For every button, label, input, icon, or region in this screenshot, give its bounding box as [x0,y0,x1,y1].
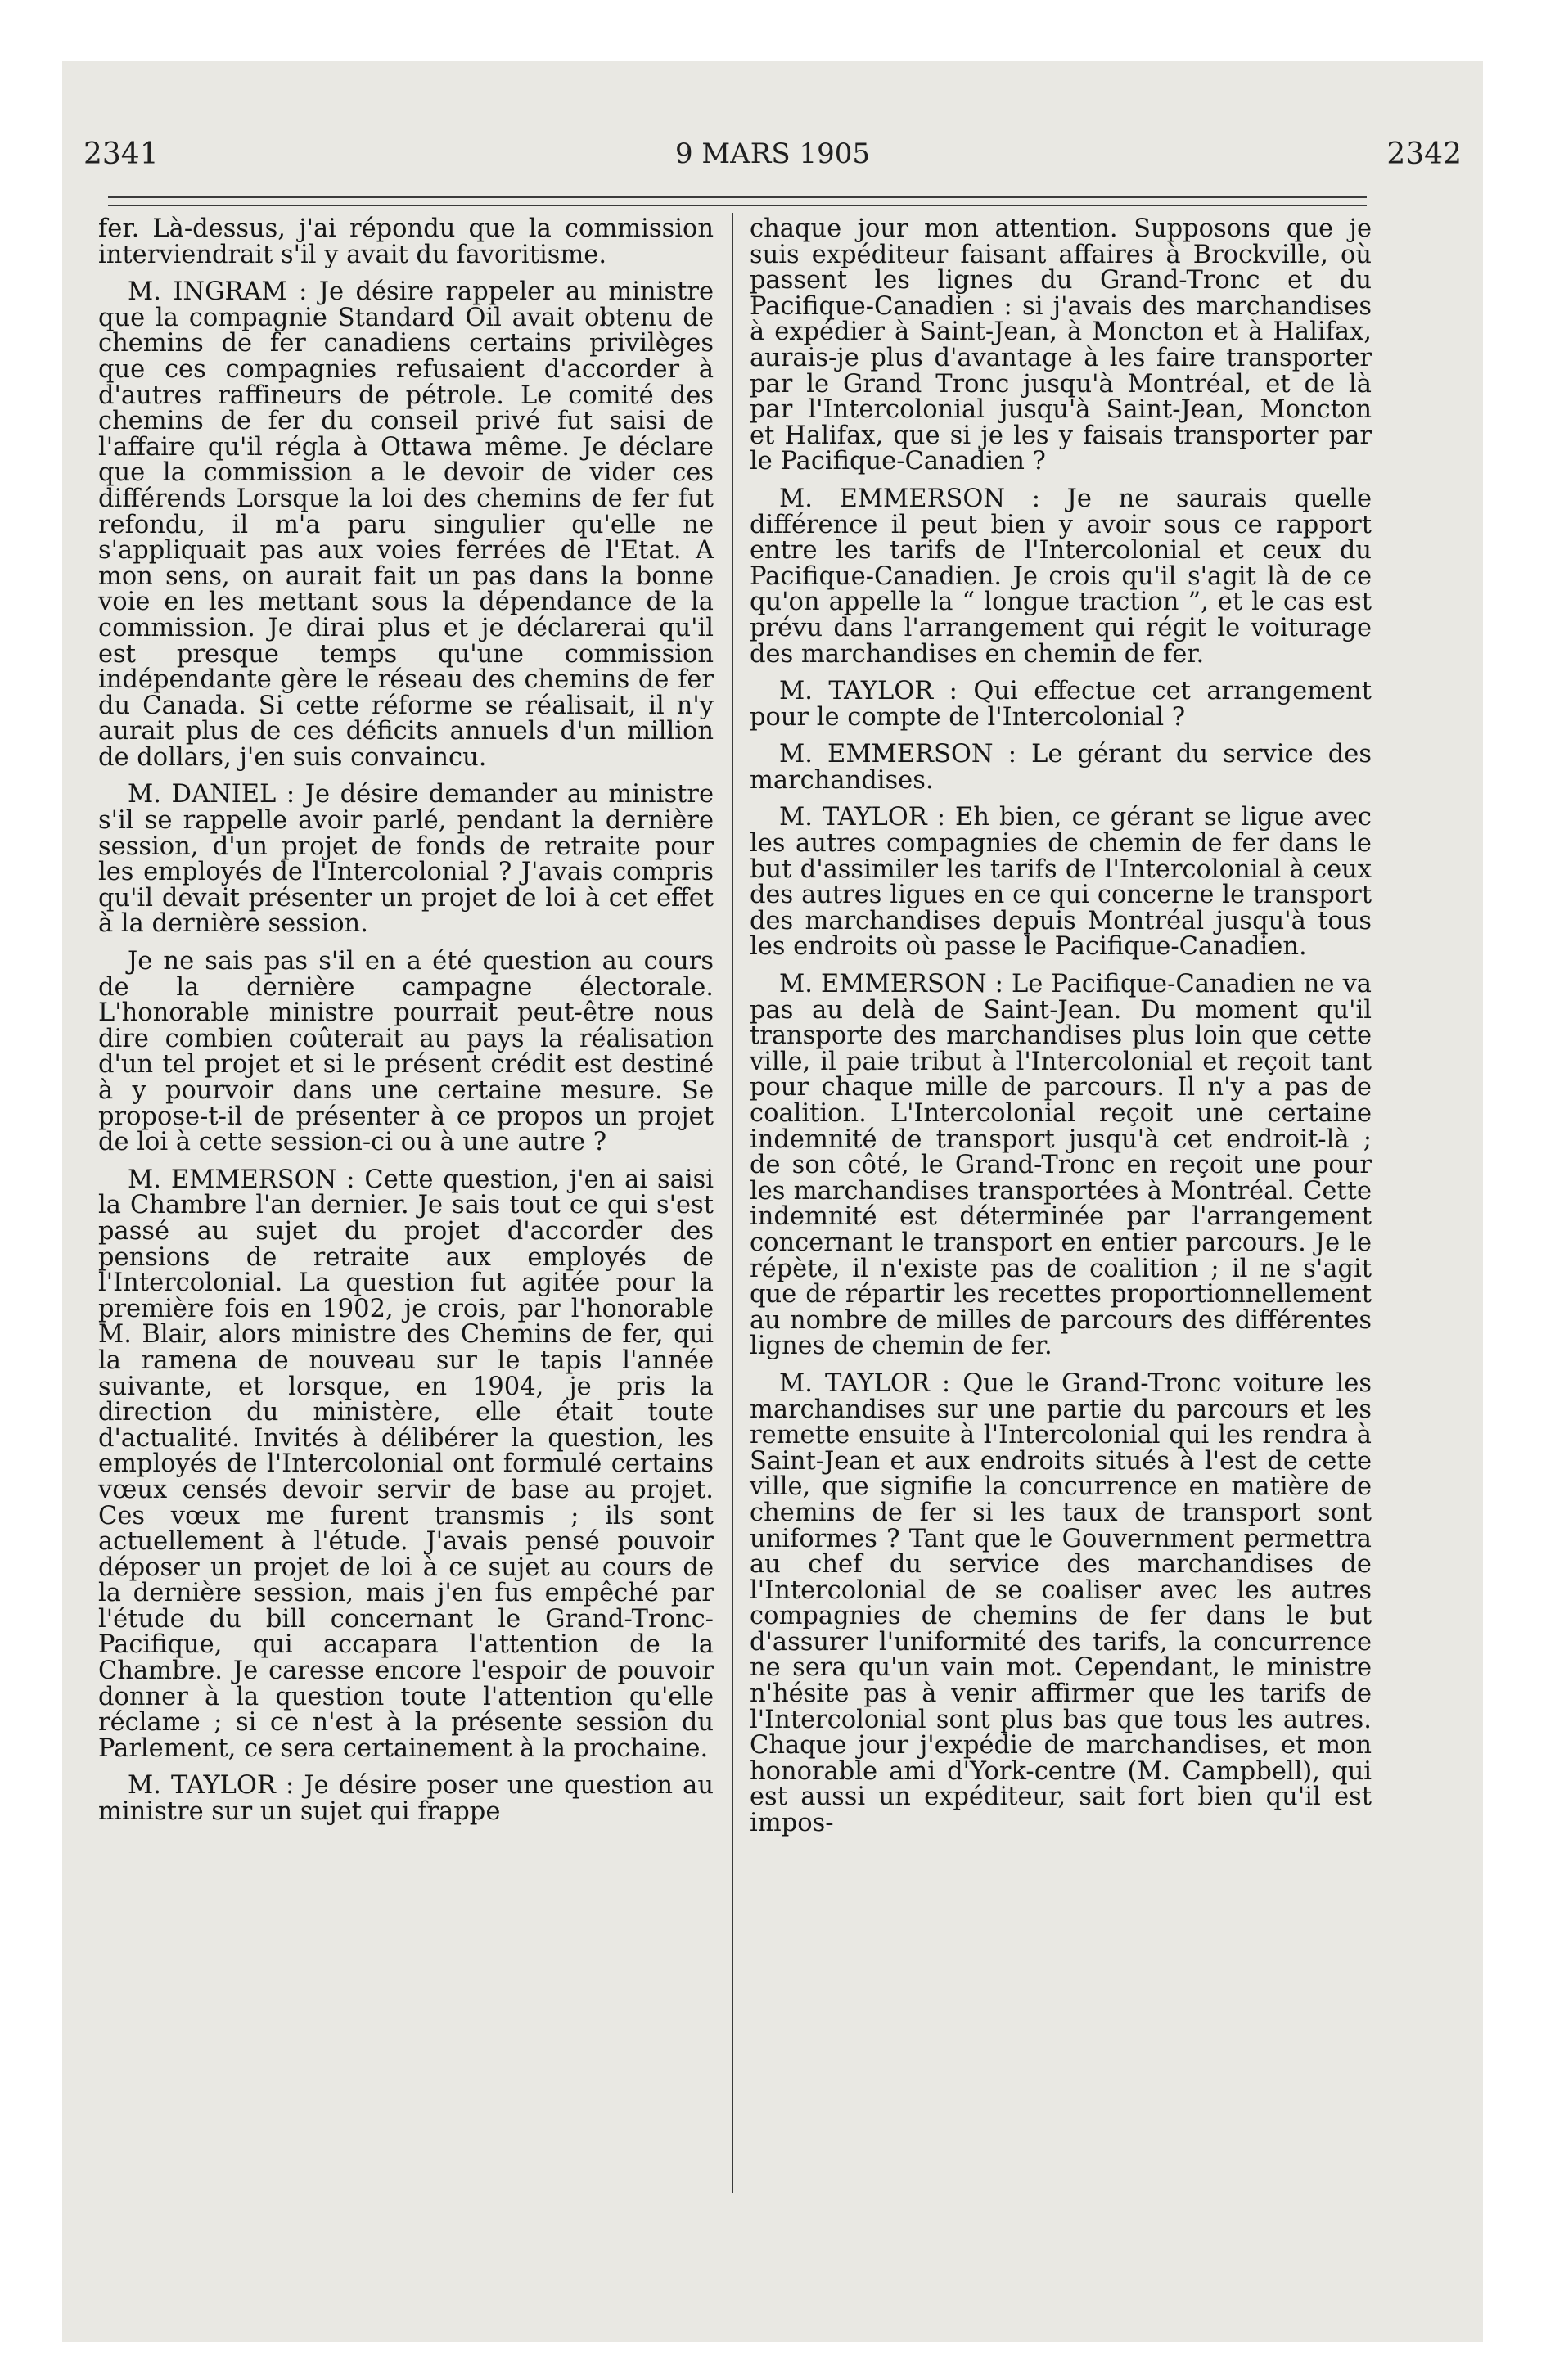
paragraph: Je ne sais pas s'il en a été question au cours de la dernière campagne électorale. L'honorable ministre pourrait peut-être nous dire combien coûterait au pays la réalisation d'un tel projet et si le présent crédit est destiné à y pourvoir dans une certaine mesure. Se propose-t-il de présenter à ce propos un projet de loi à cette session-ci ou à une autre ? [98,947,714,1157]
document-page [62,61,1483,2342]
page-number-right: 2342 [1386,137,1462,171]
paragraph: M. TAYLOR : Eh bien, ce gérant se ligue avec les autres compagnies de chemin de fer dans le but d'assimiler les tarifs de l'Intercolonial à ceux des autres ligues en ce qui concerne le transport des marchandises depuis Montréal jusqu'à tous les endroits où passe le Pacifique-Canadien. [750,803,1372,962]
paragraph: M. TAYLOR : Qui effectue cet arrangement pour le compte de l'Intercolonial ? [750,677,1372,732]
paragraph: M. TAYLOR : Je désire poser une question au ministre sur un sujet qui frappe [98,1771,714,1827]
header-rule-top [108,196,1367,198]
paragraph: M. DANIEL : Je désire demander au ministre s'il se rappelle avoir parlé, pendant la dernière session, d'un projet de fonds de retraite pour les employés de l'Intercolonial ? J'avais compris qu'il devait présenter un projet de loi à cet effet à la dernière session. [98,780,714,939]
right-column [750,216,1372,1848]
paragraph: M. TAYLOR : Que le Grand-Tronc voiture les marchandises sur une partie du parcours et les remette ensuite à l'Intercolonial qui les rendra à Saint-Jean et aux endroits situés à l'est de cette ville, que signifie la concurrence en matière de chemins de fer si les taux de transport sont uniformes ? Tant que le Gouvernment permettra au chef du service des marchandises de l'Intercolonial de se coaliser avec les autres compagnies de chemins de fer dans le but d'assurer l'uniformité des tarifs, la concurrence ne sera qu'un vain mot. Cependant, le ministre n'hésite pas à venir affirmer que les tarifs de l'Intercolonial sont plus bas que tous les autres. Chaque jour j'expédie de marchandises, et mon honorable ami d'York-centre (M. Campbell), qui est aussi un expéditeur, sait fort bien qu'il est impos- [750,1368,1372,1838]
header-rule-bottom [108,205,1367,206]
page-date-title: 9 MARS 1905 [674,137,871,170]
paragraph: M. EMMERSON : Le gérant du service des marchandises. [750,740,1372,795]
paragraph: M. EMMERSON : Je ne saurais quelle différence il peut bien y avoir sous ce rapport entre les tarifs de l'Intercolonial et ceux du Pacifique-Canadien. Je crois qu'il s'agit là de ce qu'on appelle la “ longue traction ”, et le cas est prévu dans l'arrangement qui régit le voiturage des marchandises en chemin de fer. [750,484,1372,669]
paragraph: chaque jour mon attention. Supposons que je suis expéditeur faisant affaires à Brockville, où passent les lignes du Grand-Tronc et du Pacifique-Canadien : si j'avais des marchandises à expédier à Saint-Jean, à Moncton et à Halifax, aurais-je plus d'avantage à les faire transporter par le Grand Tronc jusqu'à Montréal, et de là par l'Intercolonial jusqu'à Saint-Jean, Moncton et Halifax, que si je les y faisais transporter par le Pacifique-Canadien ? [750,214,1372,476]
paragraph: fer. Là-dessus, j'ai répondu que la commission interviendrait s'il y avait du favoritisme. [98,214,714,269]
paragraph: M. EMMERSON : Cette question, j'en ai saisi la Chambre l'an dernier. Je sais tout ce qui s'est passé au sujet du projet d'accorder des pensions de retraite aux employés de l'Intercolonial. La question fut agitée pour la première fois en 1902, je crois, par l'honorable M. Blair, alors ministre des Chemins de fer, qui la ramena de nouveau sur le tapis l'année suivante, et lorsque, en 1904, je pris la direction du ministère, elle était toute d'actualité. Invités à délibérer la question, les employés de l'Intercolonial ont formulé certains vœux censés devoir servir de base au projet. Ces vœux me furent transmis ; ils sont actuellement à l'étude. J'avais pensé pouvoir déposer un projet de loi à ce sujet au cours de la dernière session, mais j'en fus empêché par l'étude du bill concernant le Grand-Tronc-Pacifique, qui accapara l'attention de la Chambre. Je caresse encore l'espoir de pouvoir donner à la question toute l'attention qu'elle réclame ; si ce n'est à la présente session du Parlement, ce sera certainement à la prochaine. [98,1165,714,1763]
page-header [62,61,1483,192]
column-divider [732,213,733,2193]
left-column [98,216,714,1837]
paragraph: M. EMMERSON : Le Pacifique-Canadien ne va pas au delà de Saint-Jean. Du moment qu'il transporte des marchandises plus loin que cette ville, il paie tribut à l'Intercolonial et reçoit tant pour chaque mille de parcours. Il n'y a pas de coalition. L'Intercolonial reçoit une certaine indemnité de transport jusqu'à cet endroit-là ; de son côté, le Grand-Tronc en reçoit une pour les marchandises transportées à Montréal. Cette indemnité est déterminée par l'arrangement concernant le transport en entier parcours. Je le répète, il n'existe pas de coalition ; il ne s'agit que de répartir les recettes proportionnellement au nombre de milles de parcours des différentes lignes de chemin de fer. [750,970,1372,1361]
paragraph: M. INGRAM : Je désire rappeler au ministre que la compagnie Standard Oil avait obtenu de chemins de fer canadiens certains privilèges que ces compagnies refusaient d'accorder à d'autres raffineurs de pétrole. Le comité des chemins de fer du conseil privé fut saisi de l'affaire qu'il régla à Ottawa même. Je déclare que la commission a le devoir de vider ces différends Lorsque la loi des chemins de fer fut refondu, il m'a paru singulier qu'elle ne s'appliquait pas aux voies ferrées de l'Etat. A mon sens, on aurait fait un pas dans la bonne voie en les mettant sous la dépendance de la commission. Je dirai plus et je déclarerai qu'il est presque temps qu'une commission indépendante gère le réseau des chemins de fer du Canada. Si cette réforme se réalisait, il n'y aurait plus de ces déficits annuels d'un million de dollars, j'en suis convaincu. [98,277,714,772]
page-number-left: 2341 [83,137,159,171]
